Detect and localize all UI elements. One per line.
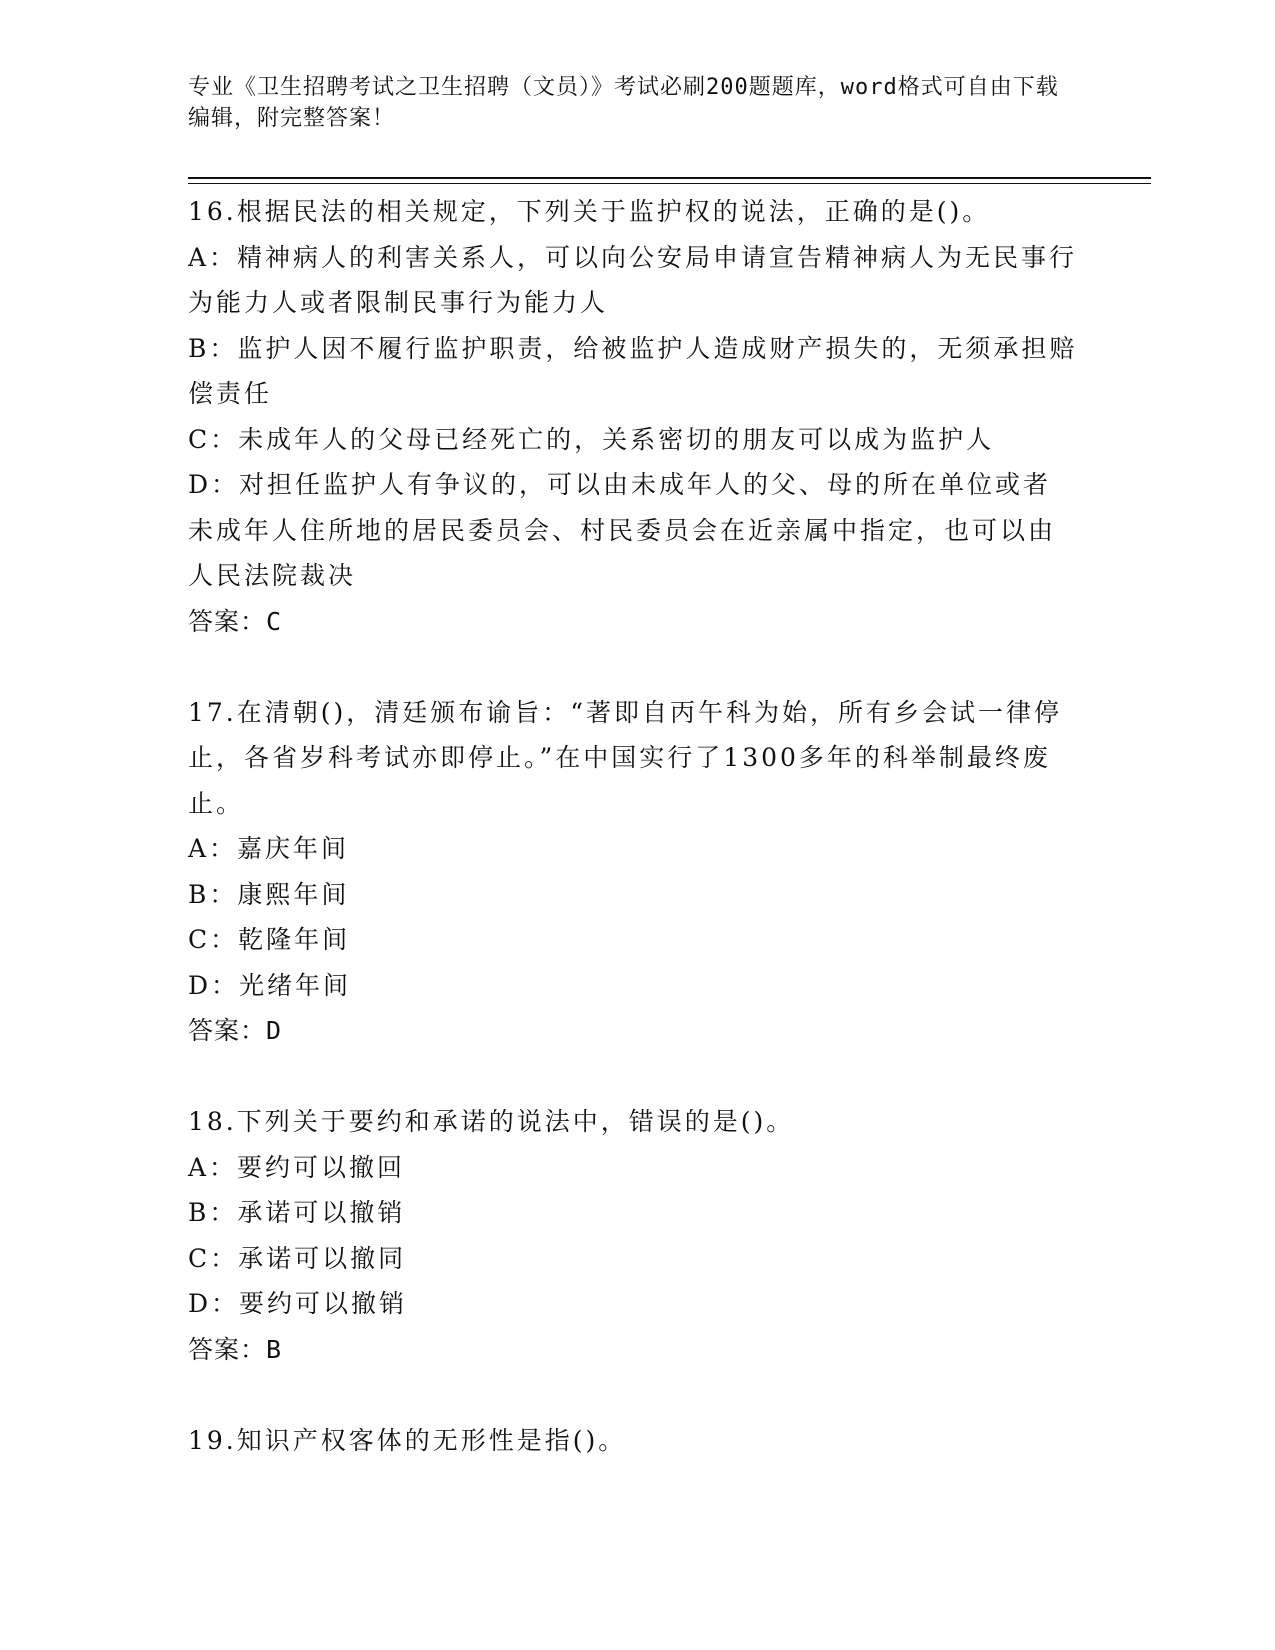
option-d: D：要约可以撤销 (188, 1289, 408, 1318)
option-c: C：承诺可以撤同 (188, 1243, 407, 1273)
question-stem: 17.在清朝()，清廷颁布谕旨：“著即自丙午科为始，所有乡会试一律停止，各省岁科考试亦即停止。”在中国实行了1300多年的科举制最终废止。 (188, 697, 1063, 818)
option-b: B：承诺可以撤销 (188, 1198, 406, 1227)
header-divider-thick (188, 177, 1151, 179)
question-17 (188, 690, 1078, 1054)
option-a: A：嘉庆年间 (188, 834, 350, 863)
option-b: B：监护人因不履行监护职责，给被监护人造成财产损失的，无须承担赔偿责任 (188, 333, 1078, 408)
question-stem: 16.根据民法的相关规定，下列关于监护权的说法，正确的是()。 (188, 197, 991, 226)
question-list (188, 189, 1078, 1463)
option-d: D：光绪年间 (188, 970, 352, 1000)
option-d: D：对担任监护人有争议的，可以由未成年人的父、母的所在单位或者未成年人住所地的居民委员会、村民委员会在近亲属中指定，也可以由人民法院裁决 (188, 470, 1057, 590)
answer-label: 答案：B (188, 1334, 283, 1364)
question-18 (188, 1099, 1078, 1372)
question-19 (188, 1418, 1078, 1464)
option-a: A：要约可以撤回 (188, 1152, 406, 1182)
option-a: A：精神病人的利害关系人，可以向公安局申请宣告精神病人为无民事行为能力人或者限制民事行为能力人 (188, 242, 1078, 317)
question-stem: 18.下列关于要约和承诺的说法中，错误的是()。 (188, 1107, 795, 1136)
header-divider-thin (188, 183, 1151, 184)
option-b: B：康熙年间 (188, 879, 350, 909)
answer-label: 答案：D (188, 1016, 283, 1045)
question-16 (188, 189, 1078, 644)
document-intro: 专业《卫生招聘考试之卫生招聘（文员）》考试必刷200题题库，word格式可自由下载编辑，附完整答案！ (188, 75, 1059, 131)
option-c: C：乾隆年间 (188, 925, 351, 954)
question-stem: 19.知识产权客体的无形性是指()。 (188, 1425, 627, 1455)
answer-label: 答案：C (188, 606, 283, 636)
option-c: C：未成年人的父母已经死亡的，关系密切的朋友可以成为监护人 (188, 424, 995, 454)
